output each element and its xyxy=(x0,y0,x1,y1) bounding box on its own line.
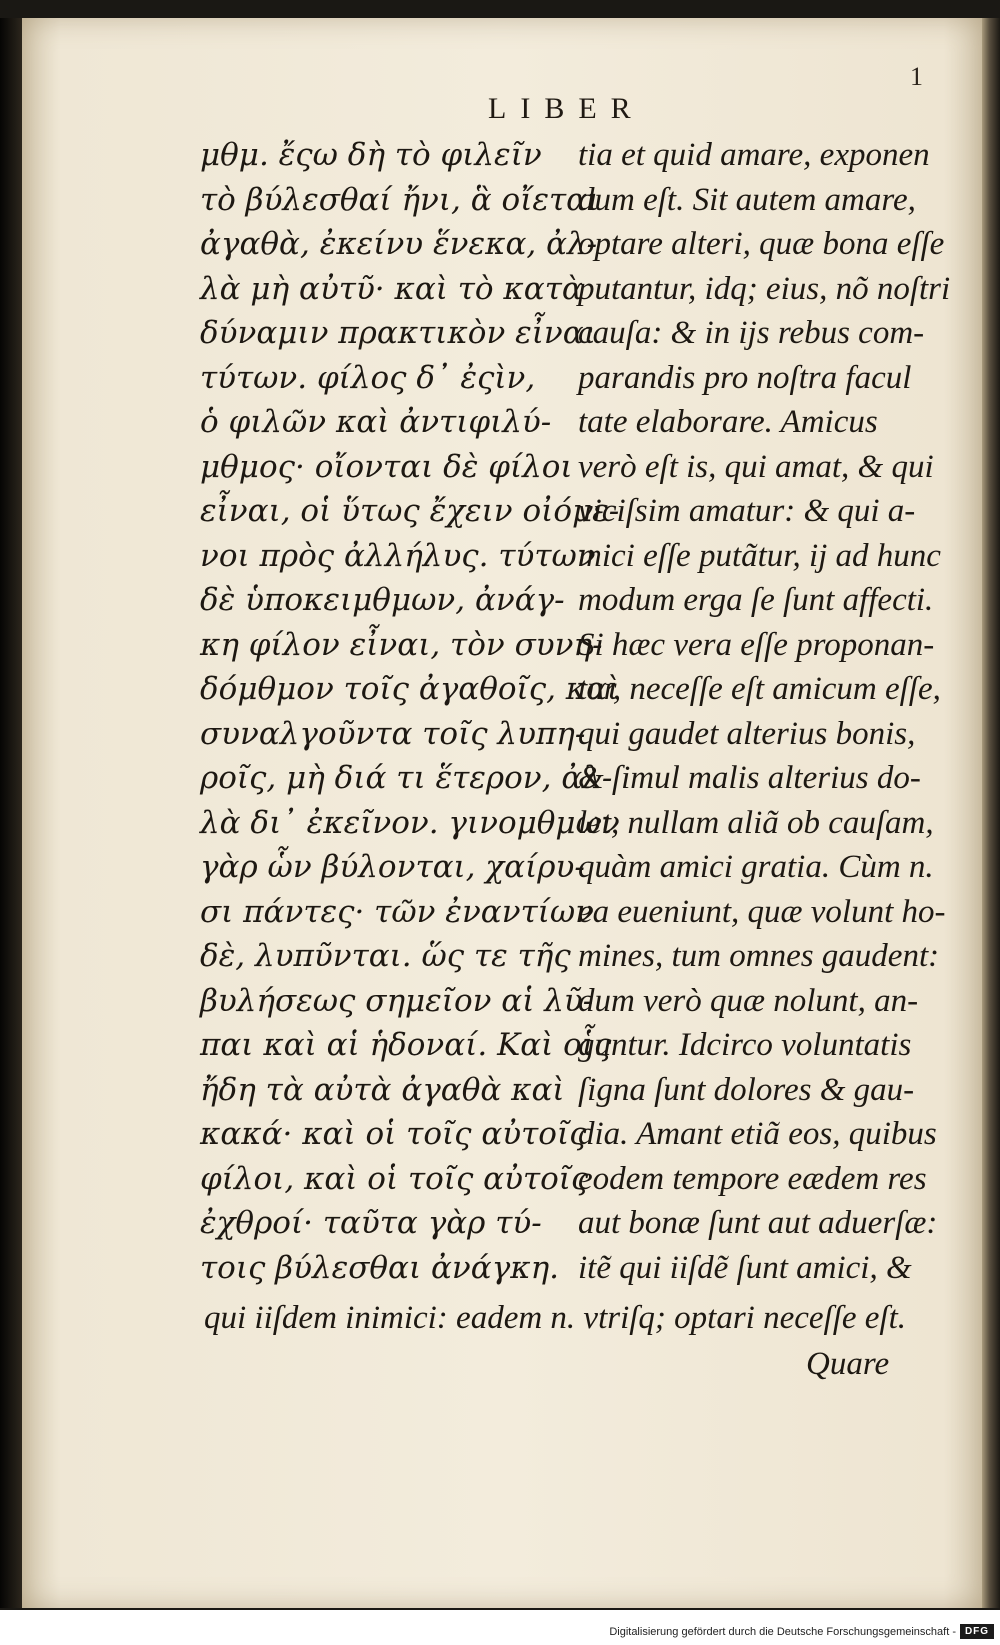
greek-text-line: δύναμιν πρακτικὸν εἶναι xyxy=(200,315,596,351)
dfg-logo-icon: DFG xyxy=(960,1624,994,1639)
latin-text-line: cauſa: & in ijs rebus com- xyxy=(578,315,925,351)
latin-text-line: guntur. Idcirco voluntatis xyxy=(578,1027,912,1063)
greek-text-line: μθμος· οἴονται δὲ φίλοι xyxy=(200,448,573,485)
latin-text-line: itẽ qui iiſdẽ ſunt amici, & xyxy=(578,1249,912,1286)
greek-text-line: δὲ, λυπῦνται. ὥς τε τῆς xyxy=(200,938,571,974)
greek-text-line: τοις βύλεσθαι ἀνάγκη. xyxy=(200,1249,559,1286)
greek-text-line: τύτων. φίλος δ᾽ ἐςὶν, xyxy=(200,359,536,396)
latin-text-line: mici eſſe putãtur, ij ad hunc xyxy=(578,537,941,574)
greek-text-column xyxy=(200,133,620,1290)
latin-text-line: verò eſt is, qui amat, & qui xyxy=(578,448,934,485)
catchword: Quare xyxy=(806,1346,890,1382)
greek-text-line: εἶναι, οἱ ὕτως ἔχειν οἰόμε- xyxy=(200,493,620,529)
latin-text-line: aut bonæ ſunt aut aduerſæ: xyxy=(578,1205,938,1241)
greek-text-line: κακά· καὶ οἱ τοῖς αὐτοῖς xyxy=(200,1116,587,1152)
latin-text-line: dum eſt. Sit autem amare, xyxy=(578,181,916,218)
greek-text-line: ἀγαθὰ, ἐκείνυ ἕνεκα, ἀλ- xyxy=(200,226,598,262)
latin-text-line: viciſsim amatur: & qui a- xyxy=(578,493,916,529)
greek-text-line: ἐχθροί· ταῦτα γὰρ τύ- xyxy=(200,1205,542,1241)
final-full-width-line: qui iiſdem inimici: eadem n. vtriſq; optari neceſſe eſt. xyxy=(204,1300,906,1336)
greek-text-line: λὰ δι᾽ ἐκεῖνον. γινομθμων xyxy=(200,804,620,841)
latin-text-line: putantur, idq; eius, nõ noſtri xyxy=(578,270,951,307)
latin-text-line: eodem tempore eædem res xyxy=(578,1160,927,1197)
greek-text-line: κη φίλον εἶναι, τὸν συνη- xyxy=(200,626,603,663)
latin-text-line: tate elaborare. Amicus xyxy=(578,404,878,440)
latin-text-line: let, nullam aliã ob cauſam, xyxy=(578,804,934,841)
funding-credit: Digitalisierung gefördert durch die Deutsche Forschungsgemeinschaft - xyxy=(609,1626,956,1638)
latin-text-line: ea eueniunt, quæ volunt ho- xyxy=(578,893,946,930)
latin-text-column xyxy=(578,133,950,1290)
latin-text-line: Si hæc vera eſſe proponan- xyxy=(578,626,935,663)
latin-text-line: optare alteri, quæ bona eſſe xyxy=(578,226,945,262)
folio-number: 1 xyxy=(910,62,923,91)
greek-text-line: μθμ. ἔςω δὴ τὸ φιλεῖν xyxy=(200,137,542,173)
latin-text-line: mines, tum omnes gaudent: xyxy=(578,938,940,974)
latin-text-line: & ſimul malis alterius do- xyxy=(578,760,921,796)
book-gutter xyxy=(0,18,22,1608)
greek-text-line: ἤδη τὰ αὐτὰ ἀγαθὰ καὶ xyxy=(200,1071,565,1108)
latin-text-line: parandis pro noſtra facul xyxy=(578,359,912,396)
latin-text-line: qui gaudet alterius bonis, xyxy=(578,715,916,752)
latin-text-line: quàm amici gratia. Cùm n. xyxy=(578,849,934,885)
greek-text-line: σι πάντες· τῶν ἐναντίων xyxy=(200,893,594,930)
latin-text-line: ſigna ſunt dolores & gau- xyxy=(578,1071,915,1108)
greek-text-line: τὸ βύλεσθαί ἤνι, ἃ οἴεται xyxy=(200,181,600,218)
greek-text-line: δὲ ὑποκειμθμων, ἀνάγ- xyxy=(200,582,565,618)
greek-text-line: ροῖς, μὴ διά τι ἕτερον, ἀλ- xyxy=(200,760,613,796)
page-edge xyxy=(982,18,1000,1608)
greek-text-line: δόμθμον τοῖς ἀγαθοῖς, καὶ xyxy=(200,671,620,707)
running-head: LIBER xyxy=(488,92,645,125)
greek-text-line: βυλήσεως σημεῖον αἱ λῦ- xyxy=(200,982,594,1019)
greek-text-line: συναλγοῦντα τοῖς λυπη- xyxy=(200,715,586,752)
latin-text-line: dia. Amant etiã eos, quibus xyxy=(578,1116,937,1152)
greek-text-line: νοι πρὸς ἀλλήλυς. τύτων xyxy=(200,537,596,574)
latin-text-line: modum erga ſe ſunt affecti. xyxy=(578,582,934,618)
greek-text-line: παι καὶ αἱ ἡδοναί. Καὶ οἷς xyxy=(200,1027,612,1063)
latin-text-line: tur, neceſſe eſt amicum eſſe, xyxy=(578,671,941,707)
latin-text-line: tia et quid amare, exponen xyxy=(578,137,930,173)
greek-text-line: φίλοι, καὶ οἱ τοῖς αὐτοῖς xyxy=(200,1160,589,1197)
greek-text-line: λὰ μὴ αὐτῦ· καὶ τὸ κατὰ xyxy=(200,270,583,307)
greek-text-line: γὰρ ὧν βύλονται, χαίρυ- xyxy=(200,849,585,885)
latin-text-line: dum verò quæ nolunt, an- xyxy=(578,982,919,1019)
greek-text-line: ὁ φιλῶν καὶ ἀντιφιλύ- xyxy=(200,404,552,440)
